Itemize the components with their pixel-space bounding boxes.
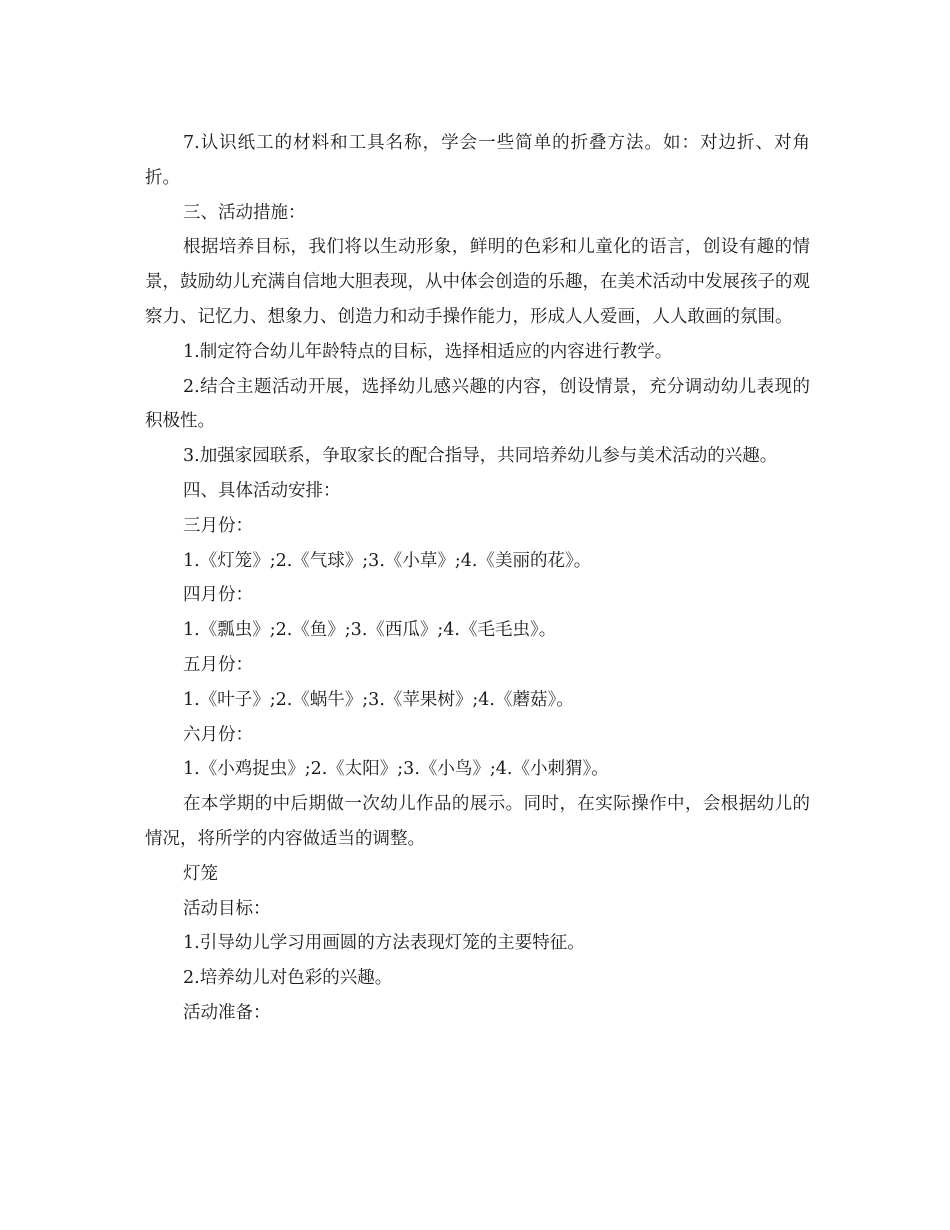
- paragraph-exhibition: 在本学期的中后期做一次幼儿作品的展示。同时，在实际操作中，会根据幼儿的情况，将所学的内容做适当的调整。: [145, 794, 810, 849]
- paragraph-training-goals: 根据培养目标，我们将以生动形象，鲜明的色彩和儿童化的语言，创设有趣的情景，鼓励幼儿充满自信地大胆表现，从中体会创造的乐趣，在美术活动中发展孩子的观察力、记忆力、想象力、创造力和动手操作能力，形成人人爱画，人人敢画的氛围。: [145, 237, 810, 327]
- list-item-measure-1: 1.制定符合幼儿年龄特点的目标，选择相适应的内容进行教学。: [183, 341, 673, 362]
- list-item-goal-2: 2.培养幼儿对色彩的兴趣。: [183, 968, 393, 989]
- month-activities-june: 1.《小鸡捉虫》;2.《太阳》;3.《小鸟》;4.《小刺猬》。: [183, 759, 609, 780]
- heading-activity-goals: 活动目标：: [183, 898, 271, 919]
- list-item-measure-3: 3.加强家园联系，争取家长的配合指导，共同培养幼儿参与美术活动的兴趣。: [183, 446, 778, 467]
- heading-activity-schedule: 四、具体活动安排：: [183, 480, 341, 501]
- month-heading-april: 四月份：: [183, 585, 253, 606]
- month-activities-march: 1.《灯笼》;2.《气球》;3.《小草》;4.《美丽的花》。: [183, 550, 592, 571]
- section-title-lantern: 灯笼: [183, 863, 218, 884]
- month-heading-june: 六月份：: [183, 724, 253, 745]
- list-item-goal-1: 1.引导幼儿学习用画圆的方法表现灯笼的主要特征。: [183, 933, 585, 954]
- heading-activity-measures: 三、活动措施：: [183, 202, 306, 223]
- month-heading-may: 五月份：: [183, 654, 253, 675]
- month-heading-march: 三月份：: [183, 515, 253, 536]
- list-item-measure-2: 2.结合主题活动开展，选择幼儿感兴趣的内容，创设情景，充分调动幼儿表现的积极性。: [145, 376, 810, 432]
- month-activities-may: 1.《叶子》;2.《蜗牛》;3.《苹果树》;4.《蘑菇》。: [183, 689, 574, 710]
- document-body: [145, 126, 810, 1031]
- month-activities-april: 1.《瓢虫》;2.《鱼》;3.《西瓜》;4.《毛毛虫》。: [183, 620, 557, 641]
- paragraph-paper-folding: 7.认识纸工的材料和工具名称，学会一些简单的折叠方法。如：对边折、对角折。: [145, 133, 810, 188]
- heading-activity-preparation: 活动准备：: [183, 1002, 271, 1023]
